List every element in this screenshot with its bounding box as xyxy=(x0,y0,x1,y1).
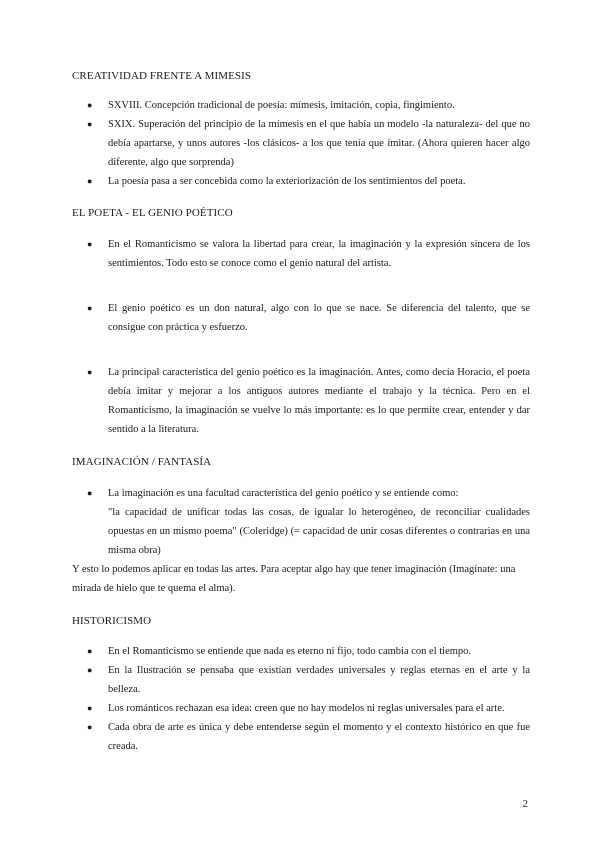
list-item xyxy=(72,484,530,560)
coleridge-quote: "la capacidad de unificar todas las cosas, de igualar lo heterogéneo, de reconciliar cualidades opuestas en un mismo poema" (Coleridge) (= capacidad de unir cosas diferentes o contrarias en una misma obra) xyxy=(108,507,530,556)
section-title-creatividad: CREATIVIDAD FRENTE A MIMESIS xyxy=(72,70,252,82)
list-item: ● En el Romanticismo se valora la libertad para crear, la imaginación y la expresión sincera de los sentimientos. Todo esto se conoce como el genio natural del artista. xyxy=(72,235,530,273)
list-poeta xyxy=(72,235,530,439)
bullet-icon: ● xyxy=(87,100,93,110)
list-item: ● La poesía pasa a ser concebida como la exteriorización de los sentimientos del poeta. xyxy=(72,172,530,191)
list-item: ● SXIX. Superación del principio de la mímesis en el que había un modelo -la naturaleza- del que no debía apartarse, y unos autores -los clásicos- a los que tenía que imitar. (Ahora quieren hacer algo diferente, algo que sorprenda) xyxy=(72,115,530,172)
bullet-icon: ● xyxy=(87,119,93,129)
imaginacion-paragraph: Y esto lo podemos aplicar en todas las artes. Para aceptar algo hay que tener imaginación (Imagínate: una mirada de hielo que te quema el alma). xyxy=(72,564,516,594)
list-item: ● El genio poético es un don natural, algo con lo que se nace. Se diferencia del talento, que se consigue con práctica y esfuerzo. xyxy=(72,299,530,337)
bullet-icon: ● xyxy=(87,367,93,377)
bullet-icon: ● xyxy=(87,488,93,498)
section-title-historicismo: HISTORICISMO xyxy=(72,615,152,627)
list-item: ● Cada obra de arte es única y debe entenderse según el momento y el contexto histórico en que fue creada. xyxy=(72,718,530,756)
section-title-imaginacion: IMAGINACIÓN / FANTASÍA xyxy=(72,456,212,468)
bullet-icon: ● xyxy=(87,239,93,249)
list-imaginacion xyxy=(72,484,530,560)
imaginacion-intro: La imaginación es una facultad característica del genio poético y se entiende como: xyxy=(108,488,459,499)
list-item: ● La principal característica del genio poético es la imaginación. Antes, como decía Horacio, el poeta debía imitar y mejorar a los antiguos autores mediante el trabajo y la técnica. Pero en el Romanticismo, la imaginación se vuelve lo más importante: es lo que permite crear, entender y dar sentido a la literatura. xyxy=(72,363,530,439)
document-page xyxy=(72,67,530,756)
bullet-icon: ● xyxy=(87,722,93,732)
list-item: ● En la Ilustración se pensaba que existían verdades universales y reglas eternas en el arte y la belleza. xyxy=(72,661,530,699)
section-title-poeta: EL POETA - EL GENIO POÉTICO xyxy=(72,207,233,219)
bullet-icon: ● xyxy=(87,646,93,656)
bullet-icon: ● xyxy=(87,665,93,675)
list-item: ● SXVIII. Concepción tradicional de poesía: mímesis, imitación, copia, fingimiento. xyxy=(72,96,530,115)
list-creatividad xyxy=(72,96,530,191)
bullet-icon: ● xyxy=(87,303,93,313)
list-item: ● En el Romanticismo se entiende que nada es eterno ni fijo, todo cambia con el tiempo. xyxy=(72,642,530,661)
bullet-icon: ● xyxy=(87,703,93,713)
list-historicismo xyxy=(72,642,530,756)
bullet-icon: ● xyxy=(87,176,93,186)
page-number: 2 xyxy=(522,798,528,810)
list-item: ● Los románticos rechazan esa idea: creen que no hay modelos ni reglas universales para el arte. xyxy=(72,699,530,718)
